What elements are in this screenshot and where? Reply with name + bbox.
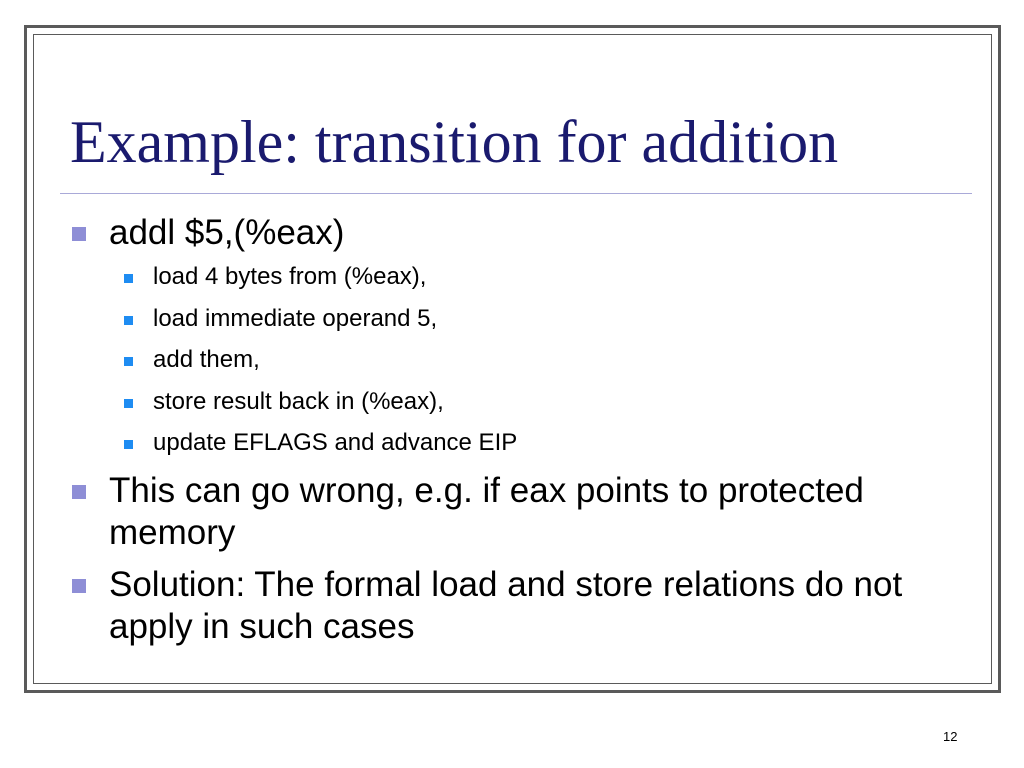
bullet-square-icon xyxy=(72,579,86,593)
sub-bullet-square-icon xyxy=(124,316,133,325)
sub-bullet-square-icon xyxy=(124,357,133,366)
sub-bullet-item xyxy=(153,387,953,417)
slide-title: Example: transition for addition xyxy=(70,109,839,175)
bullet-item xyxy=(109,564,969,648)
sub-bullet-square-icon xyxy=(124,274,133,283)
sub-bullet-text: update EFLAGS and advance EIP xyxy=(153,429,518,456)
bullet-item xyxy=(109,212,969,254)
sub-bullet-text: load immediate operand 5, xyxy=(153,305,438,332)
sub-bullet-item xyxy=(153,262,953,292)
page-number: 12 xyxy=(943,729,958,744)
sub-bullet-item xyxy=(153,304,953,334)
bullet-item xyxy=(109,470,969,554)
sub-bullet-square-icon xyxy=(124,440,133,449)
sub-bullet-text: add them, xyxy=(153,346,260,373)
sub-bullet-square-icon xyxy=(124,399,133,408)
sub-bullet-item xyxy=(153,428,953,458)
sub-bullet-text: store result back in (%eax), xyxy=(153,388,444,415)
bullet-square-icon xyxy=(72,485,86,499)
bullet-text: This can go wrong, e.g. if eax points to protected memory xyxy=(109,471,864,552)
bullet-text: Solution: The formal load and store relations do not apply in such cases xyxy=(109,565,903,646)
bullet-square-icon xyxy=(72,227,86,241)
sub-bullet-item xyxy=(153,345,953,375)
bullet-text: addl $5,(%eax) xyxy=(109,213,345,252)
sub-bullet-text: load 4 bytes from (%eax), xyxy=(153,263,427,290)
